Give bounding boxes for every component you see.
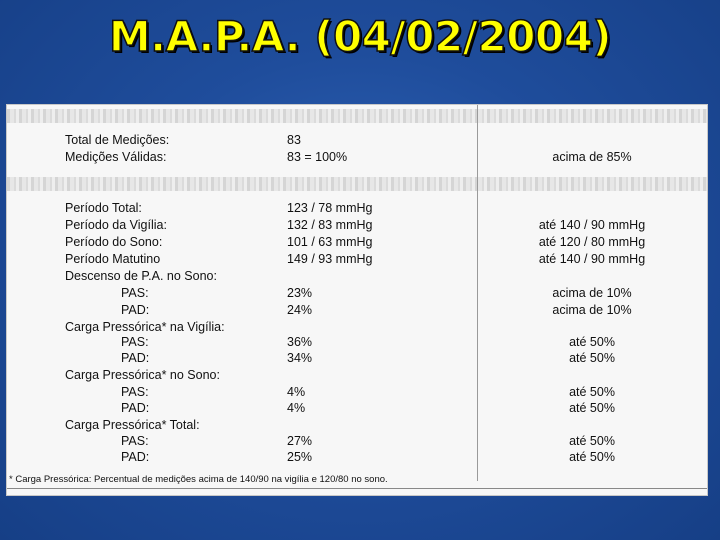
row-value: 149 / 93 mmHg	[287, 252, 373, 266]
row-reference: acima de 10%	[552, 286, 632, 300]
slide-title: M.A.P.A. (04/02/2004)	[108, 12, 612, 61]
table-row	[7, 286, 707, 302]
row-label: PAD:	[121, 450, 150, 464]
row-value: 36%	[287, 335, 313, 349]
mapa-report-table	[6, 104, 708, 496]
table-row	[7, 450, 707, 466]
row-value: 83	[287, 133, 301, 147]
row-label: Descenso de P.A. no Sono:	[65, 269, 217, 283]
row-reference: até 50%	[569, 401, 615, 415]
table-row	[7, 303, 707, 319]
row-value: 101 / 63 mmHg	[287, 235, 373, 249]
table-row	[7, 235, 707, 251]
row-value: 34%	[287, 351, 313, 365]
scan-band	[7, 177, 707, 191]
table-row	[7, 434, 707, 450]
table-row	[7, 401, 707, 417]
row-value: 4%	[287, 385, 306, 399]
table-row	[7, 218, 707, 234]
table-row	[7, 368, 707, 384]
row-reference: até 120 / 80 mmHg	[538, 235, 646, 249]
row-label: PAS:	[121, 385, 149, 399]
row-reference: até 50%	[569, 434, 615, 448]
row-label: Medições Válidas:	[65, 150, 167, 164]
table-row	[7, 385, 707, 401]
table-row	[7, 320, 707, 336]
row-reference: até 50%	[569, 335, 615, 349]
footnote: * Carga Pressórica: Percentual de medições acima de 140/90 na vigília e 120/80 no sono.	[9, 474, 388, 485]
row-label: Período Total:	[65, 201, 142, 215]
row-reference: até 50%	[569, 351, 615, 365]
row-value: 123 / 78 mmHg	[287, 201, 373, 215]
row-value: 24%	[287, 303, 313, 317]
row-label: PAS:	[121, 434, 149, 448]
table-row	[7, 252, 707, 268]
table-row	[7, 269, 707, 285]
row-value: 27%	[287, 434, 313, 448]
row-label: PAS:	[121, 286, 149, 300]
row-reference: acima de 85%	[552, 150, 632, 164]
table-row	[7, 133, 707, 149]
scan-band	[7, 109, 707, 123]
row-value: 4%	[287, 401, 306, 415]
row-label: Total de Medições:	[65, 133, 170, 147]
row-reference: acima de 10%	[552, 303, 632, 317]
table-row	[7, 150, 707, 166]
row-label: PAD:	[121, 351, 150, 365]
row-label: PAS:	[121, 335, 149, 349]
table-row	[7, 201, 707, 217]
row-label: Carga Pressórica* Total:	[65, 418, 200, 432]
row-reference: até 50%	[569, 450, 615, 464]
table-row	[7, 335, 707, 351]
row-label: Carga Pressórica* no Sono:	[65, 368, 220, 382]
row-label: Carga Pressórica* na Vigília:	[65, 320, 225, 334]
row-label: Período da Vigília:	[65, 218, 167, 232]
row-label: PAD:	[121, 401, 150, 415]
table-row	[7, 418, 707, 434]
table-row	[7, 351, 707, 367]
row-value: 83 = 100%	[287, 150, 348, 164]
row-label: PAD:	[121, 303, 150, 317]
row-value: 25%	[287, 450, 313, 464]
row-reference: até 140 / 90 mmHg	[538, 252, 646, 266]
row-label: Período do Sono:	[65, 235, 163, 249]
row-value: 132 / 83 mmHg	[287, 218, 373, 232]
row-reference: até 50%	[569, 385, 615, 399]
row-reference: até 140 / 90 mmHg	[538, 218, 646, 232]
row-value: 23%	[287, 286, 313, 300]
row-label: Período Matutino	[65, 252, 161, 266]
footnote-divider	[7, 488, 707, 489]
